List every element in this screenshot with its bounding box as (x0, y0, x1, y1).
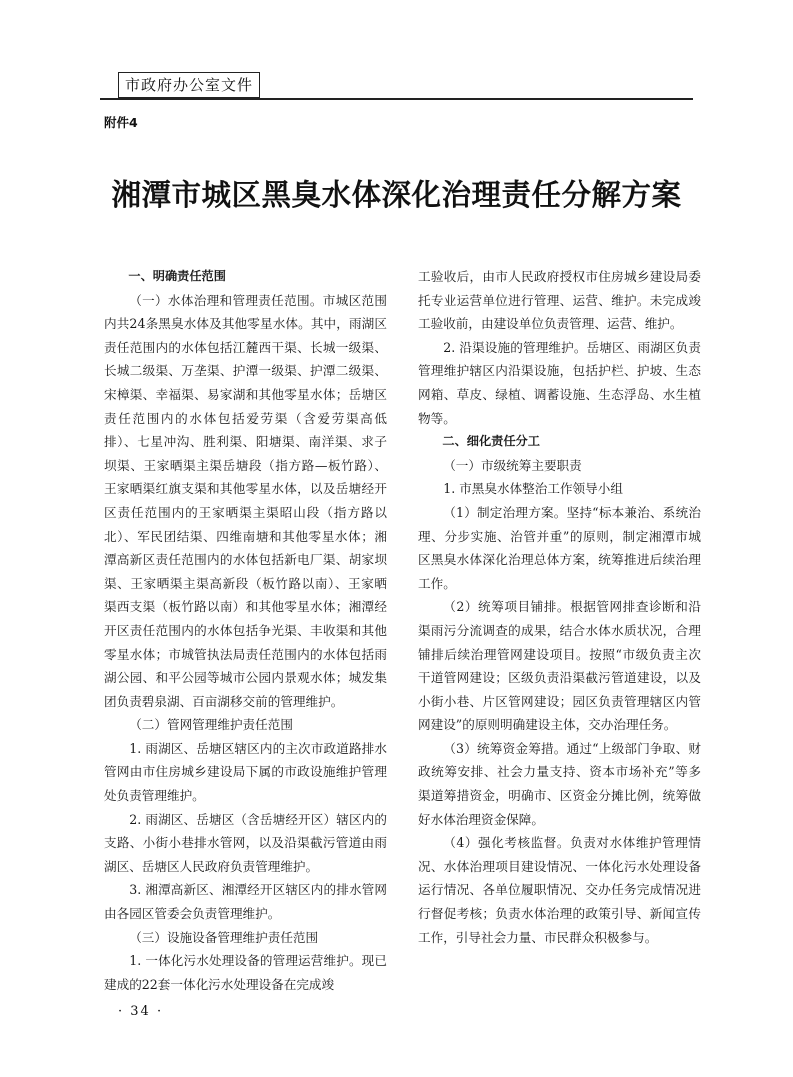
paragraph: （三）设施设备管理维护责任范围 (129, 929, 319, 945)
paragraph: （一）市级统筹主要职责 (443, 457, 582, 473)
paragraph: （4）强化考核监督。负责对水体维护管理情况、水体治理项目建设情况、一体化污水处理设备运行情况、各单位履职情况、交办任务完成情况进行督促考核；负责水体治理的政策引导、新闻宣传工作，引导社会力量、市民群众积极参与。 (418, 835, 701, 945)
left-column (104, 265, 387, 996)
right-column (418, 265, 701, 949)
document-header-label: 市政府办公室文件 (118, 72, 260, 98)
document-title: 湘潭市城区黑臭水体深化治理责任分解方案 (111, 177, 682, 212)
paragraph: 1. 市黑臭水体整治工作领导小组 (443, 481, 623, 497)
paragraph: （1）制定治理方案。坚持“标本兼治、系统治理、分步实施、治管并重”的原则，制定湘潭市城区黑臭水体深化治理总体方案，统筹推进后续治理工作。 (418, 504, 701, 591)
paragraph: （一）水体治理和管理责任范围。市城区范围内共24条黑臭水体及其他零星水体。其中，雨湖区责任范围内的水体包括江麓西干渠、长城一级渠、长城二级渠、万垄渠、护潭一级渠、护潭二级渠、宋樟渠、幸福渠、易家湖和其他零星水体；岳塘区责任范围内的水体包括爱劳渠（含爱劳渠高低排）、七星冲沟、胜利渠、阳塘渠、南洋渠、求子坝渠、王家晒渠主渠岳塘段（指方路—板竹路）、王家晒渠红旗支渠和其他零星水体，以及岳塘经开区责任范围内的王家晒渠主渠昭山段（指方路以北）、军民团结渠、四维南塘和其他零星水体；湘潭高新区责任范围内的水体包括新电厂渠、胡家坝渠、王家晒渠主渠高新段（板竹路以南）、王家晒渠西支渠（板竹路以南）和其他零星水体；湘潭经开区责任范围内的水体包括争光渠、丰收渠和其他零星水体；市城管执法局责任范围内的水体包括雨湖公园、和平公园等城市公园内景观水体；城发集团负责碧泉湖、百亩湖移交前的管理维护。 (104, 292, 387, 709)
paragraph: 工验收后，由市人民政府授权市住房城乡建设局委托专业运营单位进行管理、运营、维护。未完成竣工验收前，由建设单位负责管理、运营、维护。 (418, 269, 701, 332)
paragraph: 2. 雨湖区、岳塘区（含岳塘经开区）辖区内的支路、小街小巷排水管网，以及沿渠截污管道由雨湖区、岳塘区人民政府负责管理维护。 (104, 811, 387, 874)
paragraph: 2. 沿渠设施的管理维护。岳塘区、雨湖区负责管理维护辖区内沿渠设施，包括护栏、护坡、生态网箱、草皮、绿植、调蓄设施、生态浮岛、水生植物等。 (418, 339, 701, 426)
paragraph: 二、细化责任分工 (442, 434, 540, 449)
paragraph: （3）统筹资金筹措。通过“上级部门争取、财政统筹安排、社会力量支持、资本市场补充”等多渠道筹措资金，明确市、区资金分摊比例，统筹做好水体治理资金保障。 (418, 740, 701, 827)
paragraph: 一、明确责任范围 (128, 269, 226, 283)
header-rule (100, 98, 693, 100)
page-number: · 34 · (118, 1004, 164, 1019)
paragraph: （二）管网管理维护责任范围 (129, 717, 293, 733)
paragraph: 1. 雨湖区、岳塘区辖区内的主次市政道路排水管网由市住房城乡建设局下属的市政设施维护管理处负责管理维护。 (104, 740, 387, 804)
attachment-label: 附件4 (104, 115, 138, 130)
paragraph: 1. 一体化污水处理设备的管理运营维护。现已建成的22套一体化污水处理设备在完成竣 (104, 953, 387, 992)
paragraph: （2）统筹项目铺排。根据管网排查诊断和沿渠雨污分流调查的成果，结合水体水质状况，合理铺排后续治理管网建设项目。按照“市级负责主次干道管网建设；区级负责沿渠截污管道建设，以及小街小巷、片区管网建设；园区负责管理辖区内管网建设”的原则明确建设主体，交办治理任务。 (418, 599, 701, 733)
paragraph: 3. 湘潭高新区、湘潭经开区辖区内的排水管网由各园区管委会负责管理维护。 (104, 882, 387, 922)
